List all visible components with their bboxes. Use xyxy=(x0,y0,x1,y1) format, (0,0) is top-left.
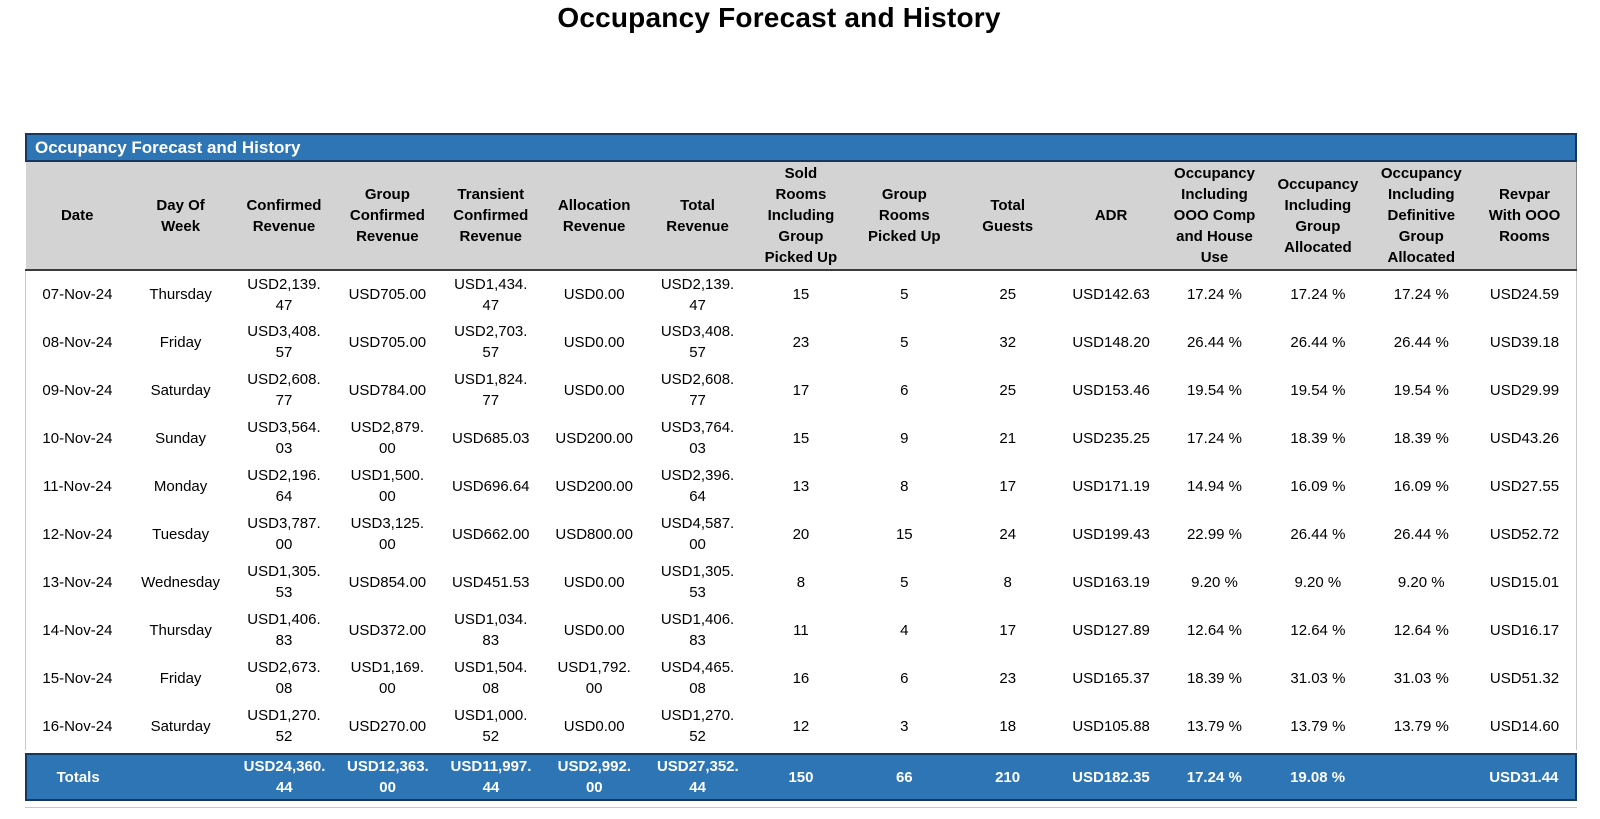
cell-date: 14-Nov-24 xyxy=(26,606,129,654)
cell-confirmed-revenue: USD3,408.57 xyxy=(247,323,321,361)
cell-group-confirmed-revenue: USD372.00 xyxy=(348,621,427,639)
cell-adr: USD148.20 xyxy=(1072,333,1150,351)
cell-transient-confirmed-revenue: USD2,703.57 xyxy=(454,323,528,361)
cell-occupancy-incl-ooo: 26.44 % xyxy=(1186,333,1243,351)
table-row xyxy=(26,558,1577,606)
cell-allocation-revenue: USD0.00 xyxy=(563,381,625,399)
column-header: Revpar With OOO Rooms xyxy=(1473,162,1577,270)
cell-occupancy-incl-definitive-group: 12.64 % xyxy=(1393,621,1449,639)
cell-occupancy-incl-ooo: 22.99 % xyxy=(1186,525,1243,543)
cell-day-of-week: Thursday xyxy=(149,621,212,639)
column-header: Transient Confirmed Revenue xyxy=(439,162,542,270)
totals-total-revenue: USD27,352.44 xyxy=(646,754,749,800)
table-row xyxy=(26,414,1577,462)
cell-group-confirmed-revenue: USD784.00 xyxy=(348,381,427,399)
cell-occupancy-incl-group: 31.03 % xyxy=(1290,669,1346,687)
totals-occupancy-incl-group: 19.08 % xyxy=(1266,754,1369,800)
header-row xyxy=(26,162,1577,270)
table-row xyxy=(26,318,1577,366)
cell-confirmed-revenue: USD1,406.83 xyxy=(247,611,321,649)
column-header: Day Of Week xyxy=(129,162,232,270)
cell-total-guests: 21 xyxy=(999,429,1017,447)
cell-date: 08-Nov-24 xyxy=(26,318,129,366)
column-header: Total Guests xyxy=(956,162,1059,270)
cell-occupancy-incl-ooo: 19.54 % xyxy=(1186,381,1243,399)
cell-revpar-with-ooo: USD52.72 xyxy=(1473,510,1577,558)
totals-transient-confirmed-revenue: USD11,997.44 xyxy=(439,754,542,800)
cell-day-of-week: Friday xyxy=(159,333,202,351)
cell-transient-confirmed-revenue: USD1,504.08 xyxy=(454,659,528,697)
cell-revpar-with-ooo: USD16.17 xyxy=(1473,606,1577,654)
cell-group-rooms-picked-up: 5 xyxy=(900,286,909,303)
cell-group-rooms-picked-up: 4 xyxy=(900,621,909,639)
totals-confirmed-revenue: USD24,360.44 xyxy=(233,754,336,800)
cell-allocation-revenue: USD0.00 xyxy=(563,621,625,639)
cell-sold-rooms-incl-group: 23 xyxy=(792,333,810,351)
totals-revpar-with-ooo: USD31.44 xyxy=(1473,754,1576,800)
cell-day-of-week: Thursday xyxy=(149,286,212,303)
column-header: Occupancy Including Definitive Group Allocated xyxy=(1370,162,1473,270)
cell-occupancy-incl-ooo: 12.64 % xyxy=(1186,621,1243,639)
cell-allocation-revenue: USD1,792.00 xyxy=(557,659,631,697)
cell-occupancy-incl-definitive-group: 13.79 % xyxy=(1393,717,1449,735)
cell-group-rooms-picked-up: 6 xyxy=(900,381,909,399)
cell-transient-confirmed-revenue: USD1,434.47 xyxy=(454,275,528,314)
cell-group-rooms-picked-up: 5 xyxy=(900,333,909,351)
cell-occupancy-incl-group: 26.44 % xyxy=(1290,333,1346,351)
table-title: Occupancy Forecast and History xyxy=(35,138,301,157)
cell-occupancy-incl-group: 13.79 % xyxy=(1290,717,1346,735)
cell-total-guests: 25 xyxy=(999,381,1017,399)
page-title: Occupancy Forecast and History xyxy=(557,2,1001,33)
cell-allocation-revenue: USD0.00 xyxy=(563,333,625,351)
totals-day-of-week xyxy=(129,754,232,800)
cell-occupancy-incl-definitive-group: 26.44 % xyxy=(1393,333,1449,351)
cell-total-guests: 8 xyxy=(1003,573,1012,591)
cell-transient-confirmed-revenue: USD685.03 xyxy=(451,429,530,447)
cell-sold-rooms-incl-group: 8 xyxy=(796,573,806,591)
cell-occupancy-incl-definitive-group: 26.44 % xyxy=(1393,525,1449,543)
cell-date: 15-Nov-24 xyxy=(26,654,129,702)
cell-adr: USD165.37 xyxy=(1072,669,1150,687)
cell-revpar-with-ooo: USD39.18 xyxy=(1473,318,1577,366)
column-header: Occupancy Including OOO Comp and House Use xyxy=(1163,162,1266,270)
cell-date: 13-Nov-24 xyxy=(26,558,129,606)
column-header: Confirmed Revenue xyxy=(232,162,335,270)
cell-occupancy-incl-group: 18.39 % xyxy=(1290,429,1346,447)
cell-day-of-week: Monday xyxy=(153,477,208,495)
cell-occupancy-incl-definitive-group: 18.39 % xyxy=(1393,429,1449,447)
cell-revpar-with-ooo: USD51.32 xyxy=(1473,654,1577,702)
cell-date: 07-Nov-24 xyxy=(26,270,129,318)
totals-allocation-revenue: USD2,992.00 xyxy=(543,754,646,800)
totals-group-confirmed-revenue: USD12,363.00 xyxy=(336,754,439,800)
cell-total-guests: 23 xyxy=(999,669,1017,687)
cell-date: 12-Nov-24 xyxy=(26,510,129,558)
cell-group-rooms-picked-up: 6 xyxy=(900,669,909,687)
table-row xyxy=(26,270,1577,318)
cell-confirmed-revenue: USD2,608.77 xyxy=(247,371,321,409)
cell-occupancy-incl-group: 12.64 % xyxy=(1290,621,1346,639)
cell-sold-rooms-incl-group: 12 xyxy=(792,717,810,735)
cell-sold-rooms-incl-group: 16 xyxy=(792,669,810,687)
cell-total-revenue: USD2,396.64 xyxy=(660,467,735,505)
cell-revpar-with-ooo: USD43.26 xyxy=(1473,414,1577,462)
cell-occupancy-incl-group: 16.09 % xyxy=(1290,477,1346,495)
column-header: Occupancy Including Group Allocated xyxy=(1266,162,1369,270)
cell-sold-rooms-incl-group: 15 xyxy=(792,286,810,303)
cell-confirmed-revenue: USD2,139.47 xyxy=(247,275,321,314)
cell-sold-rooms-incl-group: 20 xyxy=(792,525,810,543)
cell-occupancy-incl-group: 17.24 % xyxy=(1290,286,1346,303)
cell-group-confirmed-revenue: USD1,500.00 xyxy=(350,467,425,505)
cell-occupancy-incl-definitive-group: 19.54 % xyxy=(1393,381,1449,399)
cell-day-of-week: Wednesday xyxy=(141,573,221,591)
cell-revpar-with-ooo: USD27.55 xyxy=(1473,462,1577,510)
cell-revpar-with-ooo: USD24.59 xyxy=(1473,270,1577,318)
column-header: Group Confirmed Revenue xyxy=(336,162,439,270)
cell-transient-confirmed-revenue: USD1,824.77 xyxy=(454,371,528,409)
cell-group-confirmed-revenue: USD3,125.00 xyxy=(350,515,425,553)
table-row xyxy=(26,366,1577,414)
cell-total-guests: 25 xyxy=(999,286,1017,303)
cell-group-rooms-picked-up: 9 xyxy=(900,429,909,447)
cell-adr: USD153.46 xyxy=(1072,381,1150,399)
table-title-bar xyxy=(25,133,1577,162)
page-bottom-divider xyxy=(25,807,1577,808)
cell-total-guests: 17 xyxy=(999,477,1017,495)
cell-occupancy-incl-definitive-group: 31.03 % xyxy=(1393,669,1449,687)
cell-revpar-with-ooo: USD15.01 xyxy=(1473,558,1577,606)
table-row xyxy=(26,462,1577,510)
cell-day-of-week: Tuesday xyxy=(152,525,210,543)
cell-transient-confirmed-revenue: USD662.00 xyxy=(451,525,530,543)
occupancy-table xyxy=(25,162,1577,750)
cell-confirmed-revenue: USD3,564.03 xyxy=(247,419,321,457)
totals-sold-rooms-incl-group: 150 xyxy=(749,754,852,800)
cell-allocation-revenue: USD0.00 xyxy=(563,573,625,591)
cell-date: 10-Nov-24 xyxy=(26,414,129,462)
cell-allocation-revenue: USD0.00 xyxy=(563,286,625,303)
cell-adr: USD105.88 xyxy=(1072,717,1150,735)
cell-total-revenue: USD3,408.57 xyxy=(660,323,735,361)
cell-allocation-revenue: USD200.00 xyxy=(555,477,633,495)
cell-group-confirmed-revenue: USD270.00 xyxy=(348,717,427,735)
cell-total-revenue: USD2,608.77 xyxy=(660,371,735,409)
cell-adr: USD235.25 xyxy=(1072,429,1150,447)
cell-date: 09-Nov-24 xyxy=(26,366,129,414)
cell-confirmed-revenue: USD2,673.08 xyxy=(247,659,321,697)
cell-sold-rooms-incl-group: 11 xyxy=(793,621,809,639)
column-header: Sold Rooms Including Group Picked Up xyxy=(749,162,852,270)
cell-date: 11-Nov-24 xyxy=(26,462,129,510)
cell-sold-rooms-incl-group: 17 xyxy=(792,381,810,399)
cell-adr: USD199.43 xyxy=(1072,525,1150,543)
cell-confirmed-revenue: USD1,270.52 xyxy=(247,707,321,745)
cell-allocation-revenue: USD0.00 xyxy=(563,717,625,735)
column-header: Group Rooms Picked Up xyxy=(853,162,956,270)
cell-occupancy-incl-ooo: 14.94 % xyxy=(1186,477,1243,495)
cell-occupancy-incl-group: 26.44 % xyxy=(1290,525,1346,543)
totals-occupancy-incl-definitive-group xyxy=(1369,754,1472,800)
cell-total-revenue: USD1,406.83 xyxy=(660,611,735,649)
table-row xyxy=(26,702,1577,750)
cell-occupancy-incl-definitive-group: 17.24 % xyxy=(1393,286,1449,303)
totals-label: Totals xyxy=(26,754,129,800)
cell-confirmed-revenue: USD2,196.64 xyxy=(247,467,321,505)
cell-revpar-with-ooo: USD14.60 xyxy=(1473,702,1577,750)
totals-group-rooms-picked-up: 66 xyxy=(853,754,956,800)
cell-total-revenue: USD4,465.08 xyxy=(660,659,735,697)
occupancy-forecast-report xyxy=(25,133,1577,808)
totals-adr: USD182.35 xyxy=(1059,754,1162,800)
table-body xyxy=(26,270,1577,750)
cell-occupancy-incl-definitive-group: 9.20 % xyxy=(1397,573,1445,591)
cell-adr: USD127.89 xyxy=(1072,621,1150,639)
cell-allocation-revenue: USD200.00 xyxy=(555,429,633,447)
cell-transient-confirmed-revenue: USD1,000.52 xyxy=(454,707,528,745)
cell-group-rooms-picked-up: 15 xyxy=(895,525,913,543)
cell-total-guests: 18 xyxy=(999,717,1017,735)
cell-confirmed-revenue: USD1,305.53 xyxy=(247,563,321,601)
cell-group-rooms-picked-up: 8 xyxy=(900,477,909,495)
cell-total-guests: 17 xyxy=(999,621,1017,639)
cell-transient-confirmed-revenue: USD696.64 xyxy=(451,477,530,495)
cell-transient-confirmed-revenue: USD451.53 xyxy=(451,573,530,591)
cell-total-revenue: USD1,305.53 xyxy=(660,563,735,601)
cell-adr: USD142.63 xyxy=(1072,286,1150,303)
cell-occupancy-incl-ooo: 13.79 % xyxy=(1186,717,1243,735)
totals-table xyxy=(25,753,1577,801)
cell-revpar-with-ooo: USD29.99 xyxy=(1473,366,1577,414)
cell-total-revenue: USD1,270.52 xyxy=(660,707,735,745)
cell-occupancy-incl-group: 19.54 % xyxy=(1290,381,1346,399)
totals-row xyxy=(26,754,1576,800)
column-header: Date xyxy=(26,162,129,270)
column-header: Total Revenue xyxy=(646,162,749,270)
cell-day-of-week: Friday xyxy=(159,669,202,687)
table-row xyxy=(26,606,1577,654)
cell-occupancy-incl-ooo: 17.24 % xyxy=(1186,429,1243,447)
table-row xyxy=(26,510,1577,558)
cell-total-revenue: USD2,139.47 xyxy=(660,275,735,314)
cell-sold-rooms-incl-group: 13 xyxy=(792,477,810,495)
cell-group-confirmed-revenue: USD2,879.00 xyxy=(350,419,425,457)
cell-group-confirmed-revenue: USD705.00 xyxy=(348,333,427,351)
cell-sold-rooms-incl-group: 15 xyxy=(792,429,810,447)
cell-confirmed-revenue: USD3,787.00 xyxy=(247,515,321,553)
totals-occupancy-incl-ooo: 17.24 % xyxy=(1163,754,1266,800)
cell-occupancy-incl-ooo: 9.20 % xyxy=(1191,573,1238,591)
cell-total-revenue: USD4,587.00 xyxy=(660,515,735,553)
cell-group-confirmed-revenue: USD1,169.00 xyxy=(350,659,425,697)
cell-day-of-week: Saturday xyxy=(150,381,211,399)
cell-group-rooms-picked-up: 3 xyxy=(900,717,909,735)
cell-occupancy-incl-definitive-group: 16.09 % xyxy=(1393,477,1449,495)
cell-group-confirmed-revenue: USD705.00 xyxy=(348,286,427,303)
cell-group-rooms-picked-up: 5 xyxy=(900,573,909,591)
totals-total-guests: 210 xyxy=(956,754,1059,800)
cell-adr: USD171.19 xyxy=(1072,477,1150,495)
cell-occupancy-incl-ooo: 18.39 % xyxy=(1186,669,1243,687)
table-row xyxy=(26,654,1577,702)
cell-occupancy-incl-group: 9.20 % xyxy=(1294,573,1342,591)
cell-transient-confirmed-revenue: USD1,034.83 xyxy=(454,611,528,649)
cell-date: 16-Nov-24 xyxy=(26,702,129,750)
cell-total-guests: 32 xyxy=(999,333,1017,351)
column-header: Allocation Revenue xyxy=(542,162,645,270)
cell-total-revenue: USD3,764.03 xyxy=(660,419,735,457)
cell-total-guests: 24 xyxy=(999,525,1017,543)
cell-day-of-week: Saturday xyxy=(150,717,211,735)
cell-occupancy-incl-ooo: 17.24 % xyxy=(1186,286,1243,303)
column-header: ADR xyxy=(1059,162,1162,270)
cell-allocation-revenue: USD800.00 xyxy=(555,525,633,543)
cell-group-confirmed-revenue: USD854.00 xyxy=(348,573,427,591)
cell-adr: USD163.19 xyxy=(1072,573,1150,591)
cell-day-of-week: Sunday xyxy=(155,429,207,447)
